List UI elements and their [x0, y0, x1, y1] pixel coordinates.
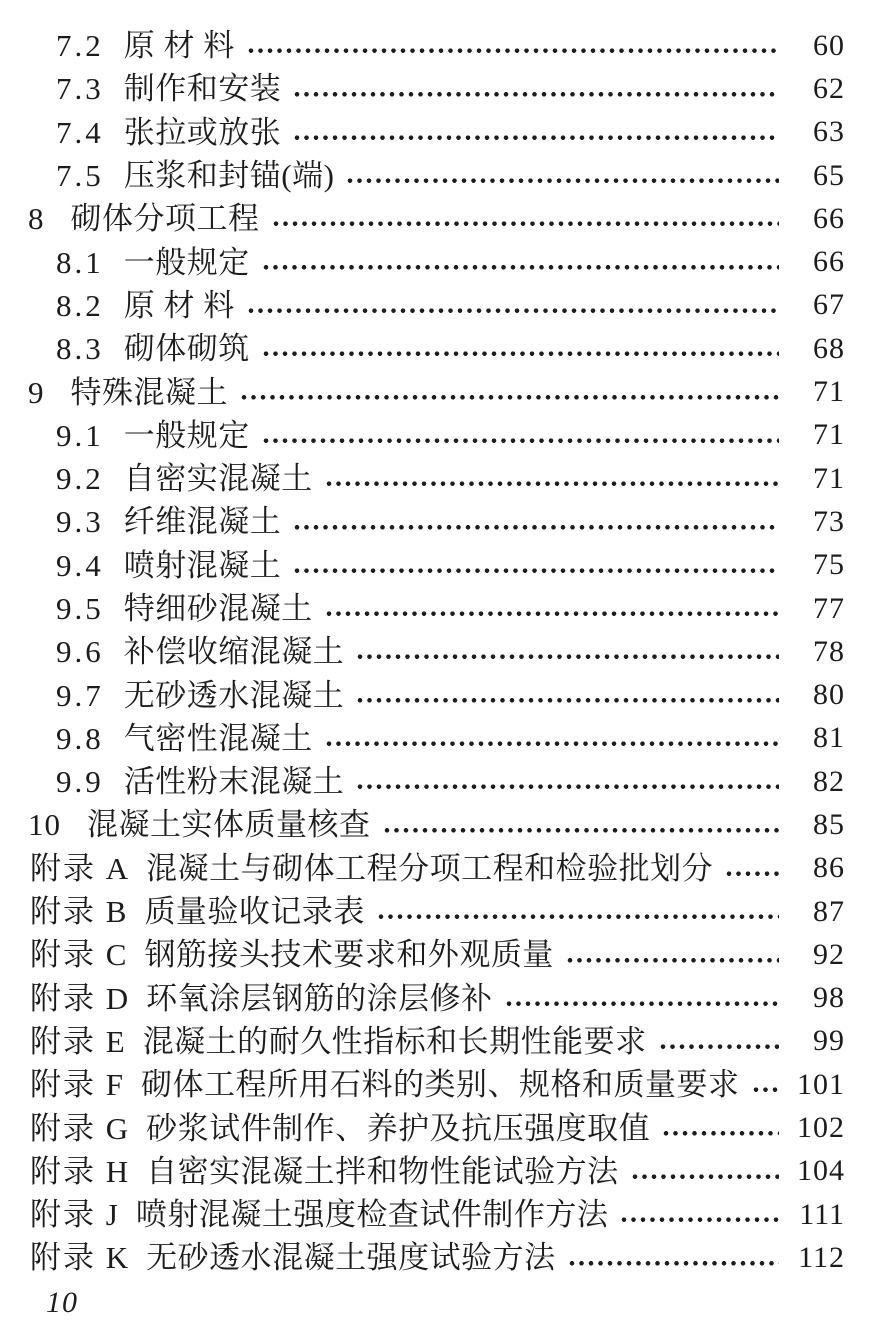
dot-leader	[325, 717, 779, 760]
toc-entry	[0, 544, 845, 587]
dot-leader	[568, 1236, 779, 1279]
toc-entry-title: 砌体砌筑	[123, 331, 250, 367]
toc-entry-number: 9.8	[56, 720, 104, 756]
toc-entry-page: 63	[813, 115, 845, 149]
toc-entry-page: 112	[798, 1240, 845, 1274]
toc-entry-number: 附录 C	[30, 937, 129, 973]
toc-entry-number: 9.1	[56, 417, 104, 453]
toc-entry	[0, 630, 845, 673]
toc-entry-title: 原 材 料	[123, 28, 235, 64]
dot-leader	[247, 284, 779, 327]
toc-entry-page: 71	[813, 461, 845, 495]
toc-entry-number: 附录 E	[30, 1023, 127, 1059]
toc-entry-title: 砌体分项工程	[70, 201, 260, 237]
toc-entry-number: 7.4	[56, 114, 104, 150]
page-number-footer: 10	[46, 1285, 78, 1319]
toc-entry-page: 86	[813, 851, 845, 885]
toc-entry	[0, 1150, 845, 1193]
toc-entry-page: 111	[799, 1197, 845, 1231]
toc-entry-number: 9.7	[56, 677, 104, 713]
toc-entry-number: 9.6	[56, 634, 104, 670]
toc-entry	[0, 673, 845, 716]
toc-entry	[0, 847, 845, 890]
toc-entry-number: 8.1	[56, 244, 104, 280]
toc-entry-title: 无砂透水混凝土强度试验方法	[146, 1240, 556, 1276]
toc-entry-page: 98	[813, 981, 845, 1015]
dot-leader	[325, 587, 779, 630]
dot-leader	[662, 1106, 779, 1149]
toc-entry-number: 9.3	[56, 504, 104, 540]
toc-entry-number: 附录 K	[30, 1240, 131, 1276]
toc-entry-page: 73	[813, 504, 845, 538]
toc-entry	[0, 717, 845, 760]
toc-entry	[0, 977, 845, 1020]
toc-entry-title: 纤维混凝土	[123, 504, 282, 540]
toc-entry-page: 102	[797, 1111, 845, 1145]
toc-entry-title: 混凝土实体质量核查	[87, 807, 371, 843]
toc-entry-page: 87	[813, 894, 845, 928]
toc-entry	[0, 327, 845, 370]
toc-entry-page: 78	[813, 634, 845, 668]
toc-entry	[0, 457, 845, 500]
toc-entry-title: 一般规定	[123, 417, 250, 453]
dot-leader	[325, 457, 779, 500]
toc-entry-page: 104	[797, 1154, 845, 1188]
toc-entry	[0, 803, 845, 846]
toc-entry-page: 77	[813, 591, 845, 625]
toc-entry-number: 9.9	[56, 764, 104, 800]
toc-entry	[0, 67, 845, 110]
toc-entry-title: 气密性混凝土	[123, 720, 313, 756]
toc-entry	[0, 284, 845, 327]
toc-entry-title: 一般规定	[123, 244, 250, 280]
toc-entry-page: 68	[813, 331, 845, 365]
toc-entry-title: 自密实混凝土	[123, 461, 313, 497]
toc-entry-page: 75	[813, 548, 845, 582]
dot-leader	[240, 370, 779, 413]
dot-leader	[505, 977, 779, 1020]
toc-list	[0, 24, 845, 1280]
dot-leader	[262, 414, 779, 457]
toc-entry-number: 8.3	[56, 331, 104, 367]
toc-entry-title: 张拉或放张	[123, 114, 282, 150]
toc-entry	[0, 890, 845, 933]
dot-leader	[631, 1150, 779, 1193]
dot-leader	[262, 327, 779, 370]
toc-entry-number: 附录 H	[30, 1153, 131, 1189]
dot-leader	[752, 1063, 780, 1106]
toc-entry	[0, 111, 845, 154]
toc-entry-number: 8.2	[56, 287, 104, 323]
dot-leader	[356, 673, 779, 716]
dot-leader	[566, 933, 779, 976]
toc-entry	[0, 933, 845, 976]
toc-entry-title: 质量验收记录表	[144, 894, 365, 930]
toc-entry-page: 92	[813, 937, 845, 971]
toc-entry	[0, 154, 845, 197]
toc-entry-number: 附录 G	[30, 1110, 131, 1146]
toc-entry	[0, 1193, 845, 1236]
toc-entry	[0, 197, 845, 240]
toc-entry-page: 60	[813, 28, 845, 62]
toc-entry-title: 砌体工程所用石料的类别、规格和质量要求	[141, 1067, 740, 1103]
toc-entry	[0, 240, 845, 283]
dot-leader	[272, 197, 780, 240]
toc-entry-title: 混凝土的耐久性指标和长期性能要求	[142, 1023, 647, 1059]
toc-entry-page: 71	[813, 375, 845, 409]
toc-entry-page: 65	[813, 158, 845, 192]
toc-entry-title: 砂浆试件制作、养护及抗压强度取值	[146, 1110, 651, 1146]
toc-entry-page: 62	[813, 71, 845, 105]
toc-entry-title: 活性粉末混凝土	[123, 764, 345, 800]
toc-entry-number: 附录 F	[30, 1067, 125, 1103]
toc-entry	[0, 760, 845, 803]
toc-entry-number: 附录 A	[30, 850, 131, 886]
toc-entry-number: 7.3	[56, 71, 104, 107]
toc-entry-page: 66	[813, 245, 845, 279]
toc-entry-title: 钢筋接头技术要求和外观质量	[144, 937, 554, 973]
dot-leader	[620, 1193, 779, 1236]
toc-entry	[0, 370, 845, 413]
dot-leader	[356, 760, 779, 803]
toc-entry-page: 80	[813, 678, 845, 712]
toc-entry-page: 82	[813, 764, 845, 798]
toc-entry-title: 特细砂混凝土	[123, 591, 313, 626]
dot-leader	[262, 240, 779, 283]
toc-entry-page: 99	[813, 1024, 845, 1058]
toc-entry-number: 10	[28, 807, 61, 843]
toc-entry-number: 9	[28, 374, 45, 410]
toc-entry	[0, 587, 845, 630]
toc-entry-number: 附录 B	[30, 894, 129, 930]
dot-leader	[247, 24, 779, 67]
toc-entry	[0, 414, 845, 457]
toc-entry-number: 7.2	[56, 28, 104, 64]
toc-entry	[0, 500, 845, 543]
toc-entry-title: 混凝土与砌体工程分项工程和检验批划分	[146, 850, 714, 886]
toc-entry	[0, 1236, 845, 1279]
dot-leader	[346, 154, 779, 197]
toc-entry-number: 9.2	[56, 461, 104, 497]
toc-entry-number: 附录 J	[30, 1197, 120, 1233]
dot-leader	[383, 803, 780, 846]
toc-entry-title: 补偿收缩混凝土	[123, 634, 345, 670]
toc-entry	[0, 1020, 845, 1063]
toc-entry-page: 85	[813, 807, 845, 841]
toc-entry-title: 喷射混凝土	[123, 547, 282, 583]
dot-leader	[293, 67, 779, 110]
toc-entry-page: 81	[813, 721, 845, 755]
toc-entry	[0, 1063, 845, 1106]
toc-entry-page: 67	[813, 288, 845, 322]
dot-leader	[293, 111, 779, 154]
toc-entry-page: 101	[797, 1067, 845, 1101]
dot-leader	[293, 500, 779, 543]
toc-entry-number: 7.5	[56, 158, 104, 194]
toc-entry-number: 9.5	[56, 591, 104, 626]
toc-entry	[0, 1106, 845, 1149]
toc-entry-title: 压浆和封锚(端)	[123, 158, 335, 194]
toc-entry-title: 喷射混凝土强度检查试件制作方法	[135, 1197, 609, 1233]
toc-entry-title: 原 材 料	[123, 287, 235, 323]
toc-entry-title: 特殊混凝土	[70, 374, 228, 410]
toc-entry-page: 66	[813, 201, 845, 235]
toc-entry-title: 无砂透水混凝土	[123, 677, 345, 713]
dot-leader	[356, 630, 779, 673]
toc-entry-page: 71	[813, 418, 845, 452]
dot-leader	[659, 1020, 779, 1063]
toc-entry-title: 环氧涂层钢筋的涂层修补	[146, 980, 493, 1016]
dot-leader	[293, 544, 779, 587]
toc-entry-title: 自密实混凝土拌和物性能试验方法	[146, 1153, 619, 1189]
toc-entry	[0, 24, 845, 67]
dot-leader	[377, 890, 779, 933]
toc-entry-number: 附录 D	[30, 980, 131, 1016]
dot-leader	[725, 847, 779, 890]
toc-entry-title: 制作和安装	[123, 71, 282, 107]
toc-entry-number: 9.4	[56, 547, 104, 583]
toc-entry-number: 8	[28, 201, 45, 237]
